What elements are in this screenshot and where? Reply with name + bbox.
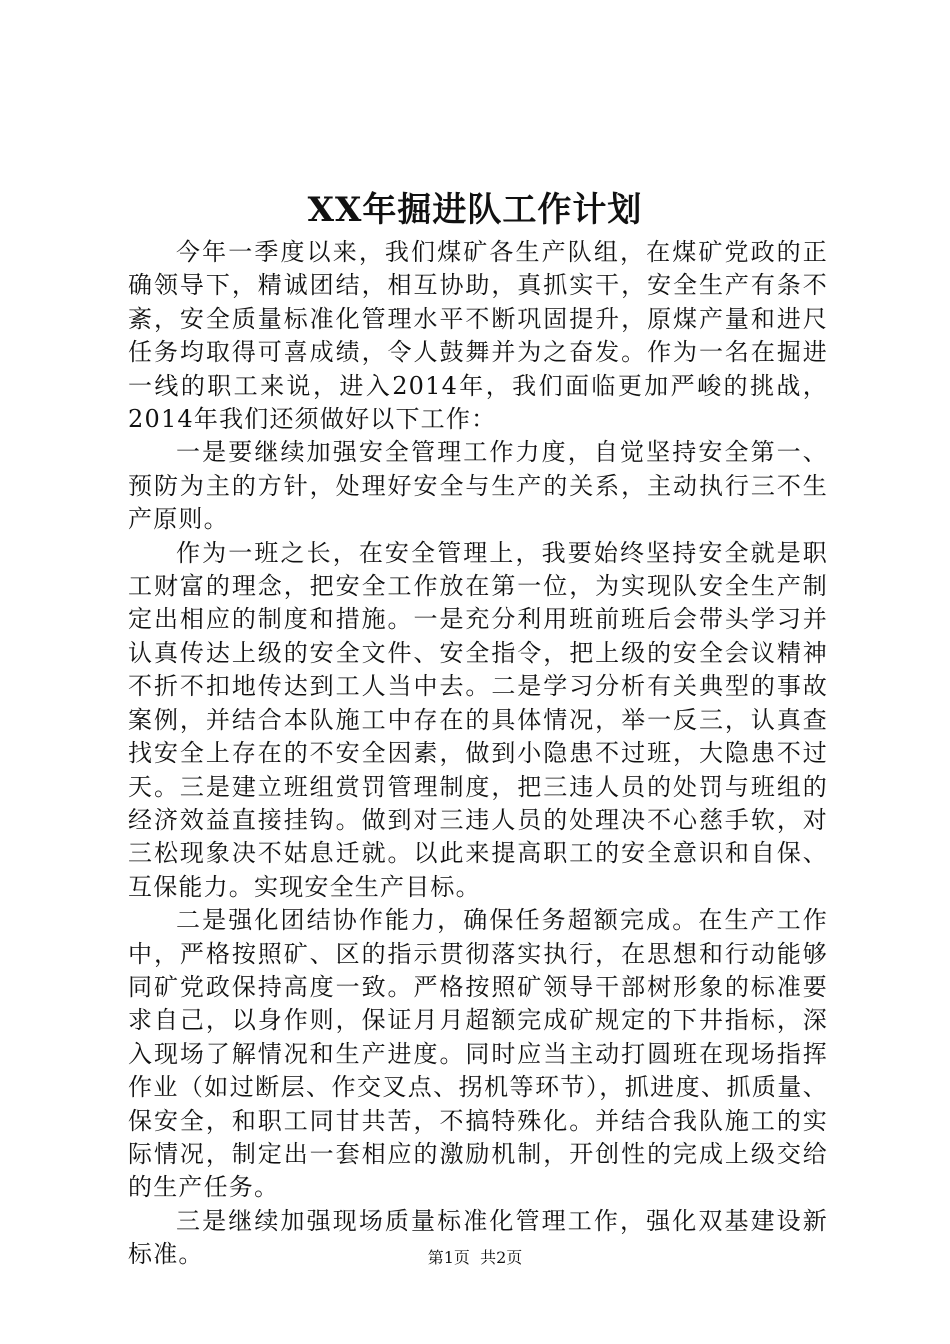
paragraph-point-three: 三是继续加强现场质量标准化管理工作，强化双基建设新标准。 [128,1206,828,1269]
paragraph-point-one: 一是要继续加强安全管理工作力度，自觉坚持安全第一、预防为主的方针，处理好安全与生产的关系，主动执行三不生产原则。 [128,438,828,534]
document-title: XX年掘进队工作计划 [307,190,643,230]
page-footer [0,1247,950,1269]
paragraph-safety-management: 作为一班之长，在安全管理上，我要始终坚持安全就是职工财富的理念，把安全工作放在第一位，为实现队安全生产制定出相应的制度和措施。一是充分利用班前班后会带头学习并认真传达上级的安全文件、安全指令，把上级的安全会议精神不折不扣地传达到工人当中去。二是学习分析有关典型的事故案例，并结合本队施工中存在的具体情况，举一反三，认真查找安全上存在的不安全因素，做到小隐患不过班，大隐患不过天。三是建立班组赏罚管理制度，把三违人员的处罚与班组的经济效益直接挂钩。做到对三违人员的处理决不心慈手软，对三松现象决不姑息迁就。以此来提高职工的安全意识和自保、互保能力。实现安全生产目标。 [128,538,828,901]
paragraph-intro: 今年一季度以来，我们煤矿各生产队组，在煤矿党政的正确领导下，精诚团结，相互协助，真抓实干，安全生产有条不紊，安全质量标准化管理水平不断巩固提升，原煤产量和进尺任务均取得可喜成绩，令人鼓舞并为之奋发。作为一名在掘进一线的职工来说，进入2014年，我们面临更加严峻的挑战，2014年我们还须做好以下工作： [128,238,828,434]
page-number: 第1页 [427,1248,470,1267]
page-total: 共2页 [480,1248,523,1267]
footer-spacer [470,1248,480,1267]
document-body [128,236,828,1272]
paragraph-point-two: 二是强化团结协作能力，确保任务超额完成。在生产工作中，严格按照矿、区的指示贯彻落实执行，在思想和行动能够同矿党政保持高度一致。严格按照矿领导干部树形象的标准要求自己，以身作则，保证月月超额完成矿规定的下井指标，深入现场了解情况和生产进度。同时应当主动打圆班在现场指挥作业（如过断层、作交叉点、拐机等环节），抓进度、抓质量、保安全，和职工同甘共苦，不搞特殊化。并结合我队施工的实际情况，制定出一套相应的激励机制，开创性的完成上级交给的生产任务。 [128,906,828,1202]
